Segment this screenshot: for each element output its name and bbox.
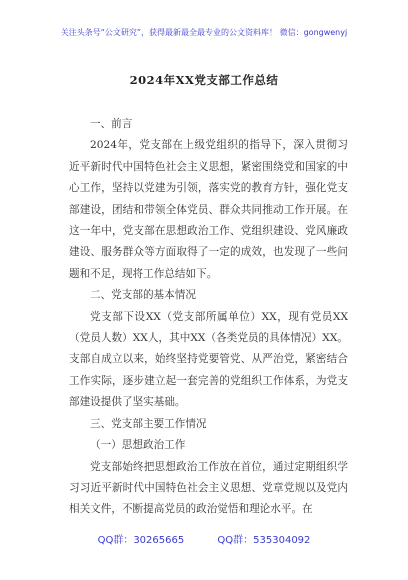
section-heading-main-work: 三、党支部主要工作情况 [90,417,207,430]
paragraph-intro: 2024年，党支部在上级党组织的指导下，深入贯彻习近平新时代中国特色社会主义思想，紧密围绕党和国家的中心工作，坚持以党建为引领，落实党的教育方针，强化党支部建设，团结和带领全体党员、群众共同推动工作开展。在这一年中，党支部在思想政治工作、党组织建设、党风廉政建设、服务群众等方面取得了一定的成效，也发现了一些问题和不足，现将工作总结如下。 [69,139,348,280]
document-body [69,114,348,521]
footer-qq-group-2: QQ群：535304092 [217,535,311,546]
footer-contact [0,531,408,546]
section-heading-basic-info: 二、党支部的基本情况 [90,289,196,302]
footer-qq-group-1: QQ群：30265665 [97,535,185,546]
section-heading-intro: 一、前言 [90,118,133,130]
paragraph-ideology: 党支部始终把思想政治工作放在首位，通过定期组织学习习近平新时代中国特色社会主义思想、党章党规以及党内相关文件，不断提高党员的政治觉悟和理论水平。在 [69,460,348,516]
paragraph-basic-info: 党支部下设XX（党支部所属单位）XX，现有党员XX（党员人数）XX人，其中XX（各类党员的具体情况）XX。支部自成立以来，始终坚持党要管党、从严治党，紧密结合工作实际，逐步建立起一套完善的党组织工作体系，为党支部建设提供了坚实基础。 [69,310,348,409]
document-title: 2024年XX党支部工作总结 [129,73,279,87]
subsection-heading-ideology: （一）思想政治工作 [90,439,186,452]
header-notice: 关注头条号“公文研究”，获得最新最全最专业的公文资料库！ 微信：gongwenyj [60,28,348,37]
